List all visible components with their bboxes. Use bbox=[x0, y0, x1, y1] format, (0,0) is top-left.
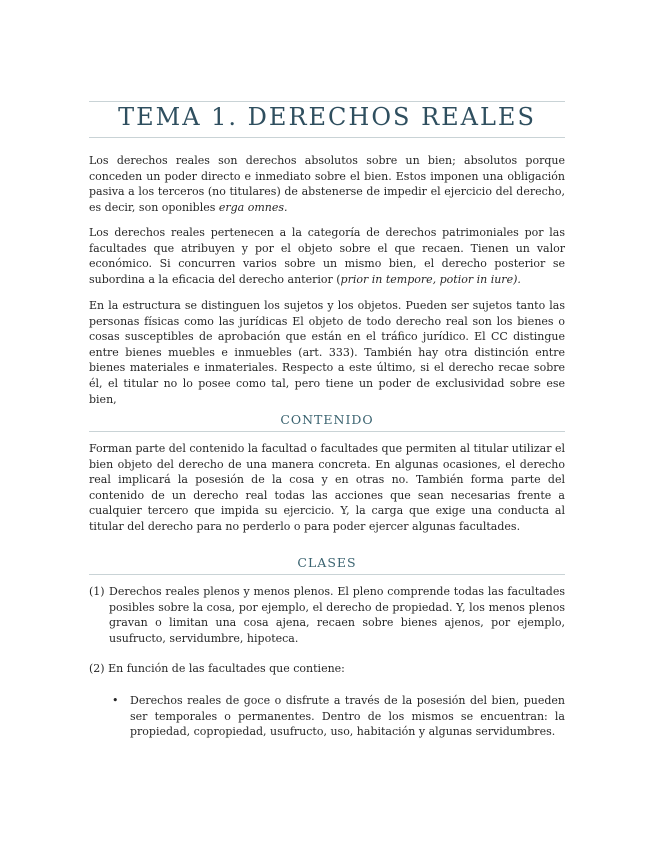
bullet-icon: • bbox=[112, 694, 119, 707]
clases-rule bbox=[89, 574, 565, 575]
patrimonial-paragraph-text: Los derechos reales pertenecen a la categoría de derechos patrimoniales por las facultades que atribuyen y por el objeto sobre el que recaen. Tienen un valor económico. Si concurren varios sobre un mismo bien, el derecho posterior se subordina a la eficacia del derecho anterior ( bbox=[89, 226, 565, 286]
list-item-text: Derechos reales plenos y menos plenos. El pleno comprende todas las facultades posibles sobre la cosa, por ejemplo, el derecho de propiedad. Y, los menos plenos gravan o limitan una cosa ajena, recaen sobre bienes ajenos, por ejemplo, usufructo, servidumbre, hipoteca. bbox=[109, 585, 565, 645]
patrimonial-paragraph-italic: prior in tempore, potior in iure). bbox=[340, 272, 521, 286]
intro-paragraph bbox=[89, 153, 565, 215]
bullet-list-item bbox=[107, 693, 565, 740]
structure-paragraph: En la estructura se distinguen los sujetos y los objetos. Pueden ser sujetos tanto las personas físicas como las jurídicas El objeto de todo derecho real son los bienes o cosas susceptibles de aprobación que están en el tráfico jurídico. El CC distingue entre bienes muebles e inmuebles (art. 333). También hay otra distinción entre bienes materiales e inmateriales. Respecto a este último, si el derecho recae sobre él, el titular no lo posee como tal, pero tiene un poder de exclusividad sobre ese bien, bbox=[89, 299, 565, 406]
intro-paragraph-italic: erga omnes. bbox=[218, 200, 288, 214]
bullet-item-text: Derechos reales de goce o disfrute a través de la posesión del bien, pueden ser temporales o permanentes. Dentro de los mismos se encuentran: la propiedad, copropiedad, usufructo, uso, habitación y algunas servidumbres. bbox=[130, 694, 565, 739]
numbered-list-item-2: (2) En función de las facultades que contiene: bbox=[89, 662, 345, 675]
intro-paragraph-text: Los derechos reales son derechos absolutos sobre un bien; absolutos porque conceden un poder directo e inmediato sobre el bien. Estos imponen una obligación pasiva a los terceros (no titulares) de abstenerse de impedir el ejercicio del derecho, es decir, son oponibles bbox=[89, 154, 565, 214]
list-number: (1) bbox=[89, 585, 105, 598]
patrimonial-paragraph bbox=[89, 225, 565, 287]
page-title: TEMA 1. DERECHOS REALES bbox=[118, 103, 536, 131]
contenido-rule bbox=[89, 431, 565, 432]
contenido-paragraph: Forman parte del contenido la facultad o facultades que permiten al titular utilizar el bien objeto del derecho de una manera concreta. En algunas ocasiones, el derecho real implicará la posesión de la cosa y en otras no. También forma parte del contenido de un derecho real todas las acciones que sean necesarias frente a cualquier tercero que impida su ejercicio. Y, la carga que exige una conducta al titular del derecho para no perderlo o para poder ejercer algunas facultades. bbox=[89, 442, 566, 533]
title-bottom-rule bbox=[89, 137, 565, 138]
numbered-list-item-1 bbox=[89, 584, 565, 646]
title-top-rule bbox=[89, 101, 565, 102]
section-heading-contenido: CONTENIDO bbox=[280, 412, 374, 427]
section-heading-clases: CLASES bbox=[297, 555, 357, 570]
